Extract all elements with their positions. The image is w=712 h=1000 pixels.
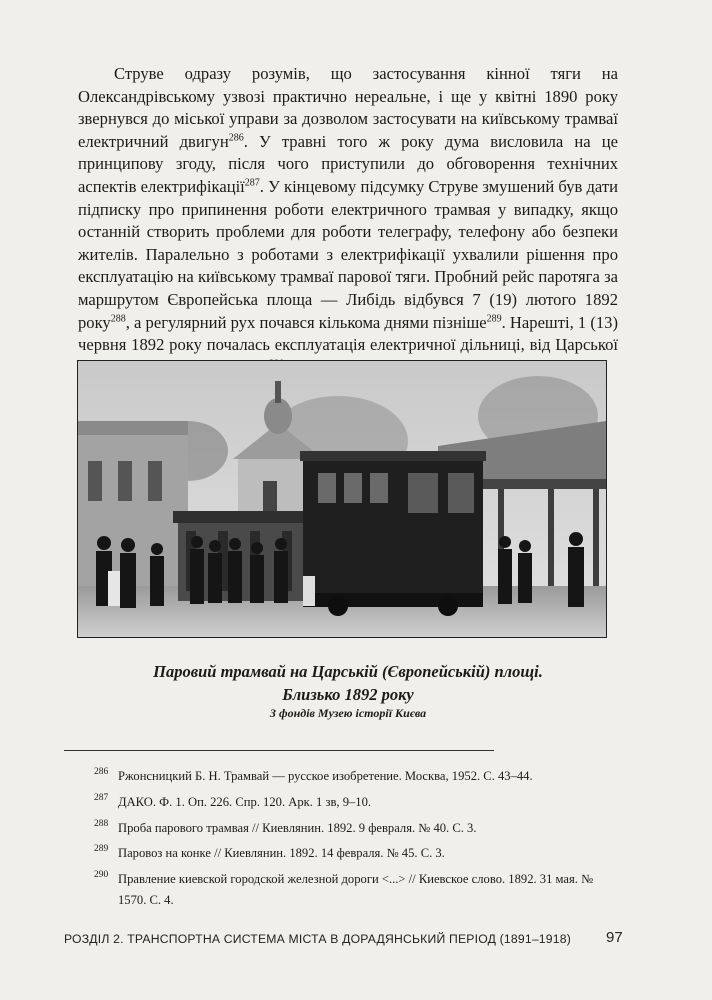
page-number: 97 [606,929,623,946]
footnote-number: 286 [94,767,109,777]
footnote-number: 290 [94,870,109,880]
footnote-number: 288 [94,819,109,829]
figure-caption-line1: Паровий трамвай на Царській (Європейській) площі. [153,662,543,681]
running-head: РОЗДІЛ 2. ТРАНСПОРТНА СИСТЕМА МІСТА В ДОРАДЯНСЬКИЙ ПЕРІОД (1891–1918) [64,932,571,946]
footnote-ref[interactable]: 287 [244,177,260,189]
footnote-text: Проба парового трамвая // Киевлянин. 1892. 9 февраля. № 40. С. 3. [118,821,477,835]
footnote-text: Ржонсницкий Б. Н. Трамвай — русское изобретение. Москва, 1952. С. 43–44. [118,769,533,783]
footnote [94,869,623,911]
footnote-text: Паровоз на конке // Киевлянин. 1892. 14 февраля. № 45. С. 3. [118,846,445,860]
footnote [94,843,623,864]
figure-source: З фондів Музею історії Києва [269,706,427,720]
footnote-divider [64,750,494,751]
footnote-ref[interactable]: 286 [228,132,244,144]
historical-photo-steam-tram [77,360,607,638]
footnote-text: ДАКО. Ф. 1. Оп. 226. Спр. 120. Арк. 1 зв, 9–10. [118,795,372,809]
footnote-text: Правление киевской городской железной дороги <...> // Киевское слово. 1892. 31 мая. № 1570. С. 4. [118,872,594,907]
footnote-number: 289 [94,844,109,854]
footnote-ref[interactable]: 288 [110,313,126,324]
footnote-number: 287 [94,793,109,803]
footnote-ref[interactable]: 289 [486,313,502,324]
body-text-part: Струве одразу розумів, що застосування кінної тяги на Олександрівському узвозі практично нереальне, і ще у квітні 1890 року звернувся до міської управи за дозволом застосувати на київському трамваї електричний двигун [78,64,618,151]
footnote [94,818,623,839]
footnote [94,792,623,813]
footnote [94,766,623,787]
figure-caption [78,660,618,706]
body-text-part: , а регулярний рух почався кількома днями пізніше [125,312,487,332]
body-text-part: . Нарешті, 1 (13) червня 1892 року почалась експлуатація електричної дільниці, від Царської [78,312,618,355]
body-paragraph [78,63,618,379]
body-text-part: . У кінцевому підсумку Струве змушений був дати підписку про припинення роботи електричного трамвая у випадку, якщо останній створить проблеми для роботи телеграфу, телефону або безпеки жителів. Паралельно з роботами з електрифікації ухвалили рішення про експлуатацію на київському трамваї парової тяги. Пробний рейс паротяга за маршрутом Європейська площа — Либідь відбувся 7 (19) лютого 1892 року [78,176,618,332]
body-text-part: . У травні того ж року дума висловила на це принципову згоду, після чого приступили до обговорення технічних аспектів електрифікації [78,131,618,196]
figure-caption-line2: Близько 1892 року [282,685,414,704]
